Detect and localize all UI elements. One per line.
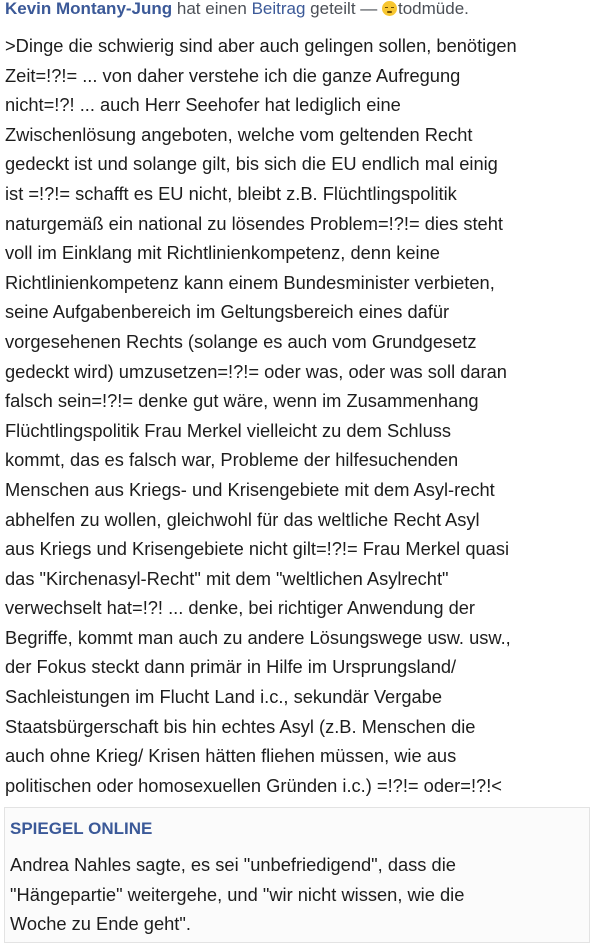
shared-text: hat einen [172, 0, 252, 18]
post-body-text: >Dinge die schwierig sind aber auch gelingen sollen, benötigen Zeit=!?!= ... von daher verstehe ich die ganze Aufregung nicht=!?! ... auch Herr Seehofer hat lediglich eine Zwischenlösung angeboten, welche vom geltenden Recht gedeckt ist und solange gilt, bis sich die EU endlich mal einig ist =!?!= schafft es EU nicht, bleibt z.B. Flüchtlingspolitik naturgemäß ein national zu lösendes Problem=!?!= dies steht voll im Einklang mit Richtlinienkompetenz, denn keine Richtlinienkompetenz kann einem Bundesminister verbieten, seine Aufgabenbereich im Geltungsbereich eines dafür vorgesehenen Rechts (solange es auch vom Grundgesetz gedeckt wird) umzusetzen=!?!= oder was, oder was soll daran falsch sein=!?!= denke gut wäre, wenn im Zusammenhang Flüchtlingspolitik Frau Merkel vielleicht zu dem Schluss kommt, das es falsch war, Probleme der hilfesuchenden Menschen aus Kriegs- und Krisengebiete mit dem Asyl-recht abhelfen zu wollen, gleichwohl für das weltliche Recht Asyl aus Kriegs und Krisengebiete nicht gilt=!?!= Frau Merkel quasi das "Kirchenasyl-Recht" mit dem "weltlichen Asylrecht" verwechselt hat=!?! ... denke, bei richtiger Anwendung der Begriffe, kommt man auch zu andere Lösungswege usw. usw., der Fokus steckt dann primär in Hilfe im Ursprungsland/ Sachleistungen im Flucht Land i.c., sekundär Vergabe Staatsbürgerschaft bis hin echtes Asyl (z.B. Menschen die auch ohne Krieg/ Krisen hätten fliehen müssen, wie aus politischen oder homosexuellen Gründen i.c.) =!?!= oder=!?!< [5, 35, 517, 796]
link-excerpt: Andrea Nahles sagte, es sei "unbefriedigend", dass die "Hängepartie" weitergehe, und "wir nicht wissen, wie die Woche zu Ende geht". [10, 854, 465, 935]
feeling-label: todmüde. [398, 0, 469, 18]
shared-text-suffix: geteilt — [305, 0, 382, 18]
link-source[interactable]: SPIEGEL ONLINE [10, 819, 153, 838]
author-name-link[interactable]: Kevin Montany-Jung [5, 0, 173, 18]
post-link[interactable]: Beitrag [251, 0, 306, 18]
sleepy-face-icon [382, 1, 397, 16]
post-header [5, 0, 590, 20]
link-preview-card[interactable] [4, 807, 590, 943]
